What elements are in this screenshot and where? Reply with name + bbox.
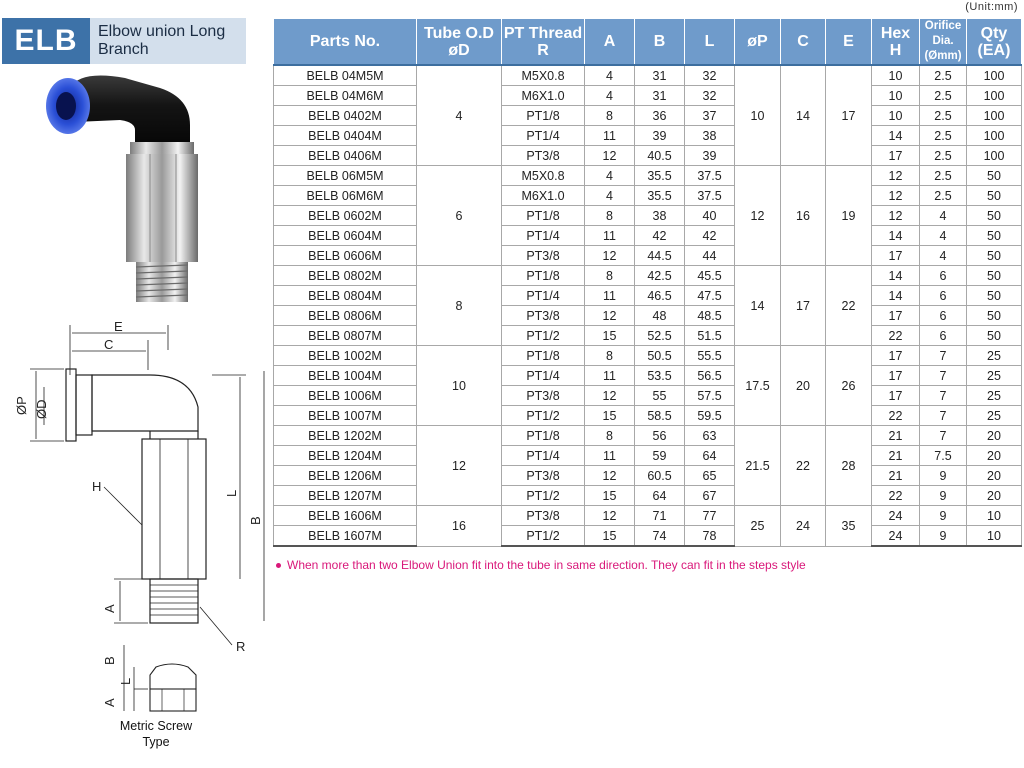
cell-b: 31: [635, 86, 685, 106]
cell-p: 12: [735, 166, 781, 266]
cell-b: 42.5: [635, 266, 685, 286]
col-qty-line1: Qty: [980, 24, 1008, 42]
cell-b: 39: [635, 126, 685, 146]
col-tube-od-line1: Tube O.D: [424, 24, 494, 42]
cell-part-no: BELB 04M6M: [274, 86, 417, 106]
cell-c: 24: [781, 506, 826, 547]
cell-part-no: BELB 04M5M: [274, 65, 417, 86]
cell-hex: 17: [872, 386, 920, 406]
cell-qty: 100: [967, 65, 1022, 86]
cell-c: 17: [781, 266, 826, 346]
cell-hex: 21: [872, 446, 920, 466]
cell-a: 15: [585, 526, 635, 547]
cell-pt-thread: PT3/8: [502, 506, 585, 526]
cell-b: 38: [635, 206, 685, 226]
table-row: [274, 65, 1022, 86]
dim-label-a2: A: [102, 698, 117, 707]
cell-part-no: BELB 1207M: [274, 486, 417, 506]
product-photo: [40, 70, 220, 305]
col-qty-line2: (EA): [977, 41, 1011, 59]
cell-orifice: 7: [920, 366, 967, 386]
cell-qty: 50: [967, 266, 1022, 286]
cell-a: 8: [585, 106, 635, 126]
cell-qty: 20: [967, 446, 1022, 466]
cell-l: 47.5: [685, 286, 735, 306]
cell-orifice: 7: [920, 346, 967, 366]
cell-pt-thread: PT3/8: [502, 146, 585, 166]
cell-c: 16: [781, 166, 826, 266]
cell-qty: 100: [967, 126, 1022, 146]
cell-tube-od: 6: [417, 166, 502, 266]
cell-l: 39: [685, 146, 735, 166]
cell-pt-thread: PT1/8: [502, 266, 585, 286]
cell-part-no: BELB 1004M: [274, 366, 417, 386]
cell-pt-thread: M6X1.0: [502, 186, 585, 206]
cell-pt-thread: PT1/8: [502, 346, 585, 366]
cell-orifice: 2.5: [920, 65, 967, 86]
col-tube-od: [417, 19, 502, 65]
cell-tube-od: 4: [417, 65, 502, 166]
cell-hex: 17: [872, 346, 920, 366]
cell-qty: 50: [967, 226, 1022, 246]
cell-a: 8: [585, 346, 635, 366]
col-tube-od-line2: øD: [448, 41, 470, 59]
cell-part-no: BELB 06M6M: [274, 186, 417, 206]
cell-e: 19: [826, 166, 872, 266]
cell-orifice: 2.5: [920, 166, 967, 186]
cell-part-no: BELB 1002M: [274, 346, 417, 366]
cell-qty: 10: [967, 506, 1022, 526]
col-l: L: [685, 19, 735, 65]
cell-hex: 21: [872, 466, 920, 486]
cell-l: 48.5: [685, 306, 735, 326]
cell-orifice: 2.5: [920, 186, 967, 206]
bullet-icon: [276, 563, 281, 568]
cell-hex: 12: [872, 206, 920, 226]
cell-part-no: BELB 1202M: [274, 426, 417, 446]
cell-pt-thread: PT1/4: [502, 126, 585, 146]
table-row: [274, 326, 1022, 346]
cell-hex: 14: [872, 226, 920, 246]
cell-a: 4: [585, 186, 635, 206]
cell-hex: 22: [872, 486, 920, 506]
cell-pt-thread: PT1/2: [502, 486, 585, 506]
cell-part-no: BELB 0404M: [274, 126, 417, 146]
cell-qty: 100: [967, 86, 1022, 106]
cell-part-no: BELB 1206M: [274, 466, 417, 486]
cell-pt-thread: PT1/4: [502, 446, 585, 466]
cell-hex: 10: [872, 106, 920, 126]
cell-b: 58.5: [635, 406, 685, 426]
cell-a: 12: [585, 306, 635, 326]
cell-b: 53.5: [635, 366, 685, 386]
cell-a: 12: [585, 506, 635, 526]
cell-a: 4: [585, 65, 635, 86]
cell-pt-thread: PT3/8: [502, 386, 585, 406]
cell-a: 11: [585, 446, 635, 466]
cell-l: 38: [685, 126, 735, 146]
cell-hex: 17: [872, 246, 920, 266]
dim-label-r: R: [236, 639, 246, 654]
cell-orifice: 7.5: [920, 446, 967, 466]
cell-part-no: BELB 0606M: [274, 246, 417, 266]
cell-orifice: 4: [920, 246, 967, 266]
product-code: ELB: [2, 18, 90, 64]
col-b: B: [635, 19, 685, 65]
cell-tube-od: 10: [417, 346, 502, 426]
cell-qty: 50: [967, 326, 1022, 346]
cell-part-no: BELB 1006M: [274, 386, 417, 406]
table-row: [274, 346, 1022, 366]
table-row: [274, 406, 1022, 426]
cell-qty: 50: [967, 246, 1022, 266]
cell-pt-thread: M5X0.8: [502, 166, 585, 186]
cell-part-no: BELB 1007M: [274, 406, 417, 426]
table-row: [274, 426, 1022, 446]
cell-a: 4: [585, 166, 635, 186]
cell-l: 45.5: [685, 266, 735, 286]
cell-part-no: BELB 1204M: [274, 446, 417, 466]
col-hex-line2: H: [889, 41, 902, 59]
cell-hex: 14: [872, 266, 920, 286]
cell-l: 40: [685, 206, 735, 226]
cell-pt-thread: PT1/8: [502, 426, 585, 446]
dim-label-c: C: [104, 337, 114, 352]
cell-b: 56: [635, 426, 685, 446]
cell-b: 46.5: [635, 286, 685, 306]
col-pt-thread-line2: R: [537, 41, 549, 59]
cell-a: 11: [585, 126, 635, 146]
cell-l: 44: [685, 246, 735, 266]
technical-drawing: [0, 315, 280, 755]
col-orifice: [920, 19, 967, 65]
cell-pt-thread: PT1/8: [502, 206, 585, 226]
spec-table-body: [274, 65, 1022, 546]
cell-l: 51.5: [685, 326, 735, 346]
cell-l: 63: [685, 426, 735, 446]
cell-l: 64: [685, 446, 735, 466]
cell-orifice: 6: [920, 286, 967, 306]
col-e: E: [826, 19, 872, 65]
cell-orifice: 4: [920, 206, 967, 226]
table-row: [274, 206, 1022, 226]
cell-qty: 10: [967, 526, 1022, 547]
cell-c: 14: [781, 65, 826, 166]
cell-orifice: 4: [920, 226, 967, 246]
cell-l: 37.5: [685, 166, 735, 186]
cell-hex: 21: [872, 426, 920, 446]
table-row: [274, 286, 1022, 306]
unit-label: (Unit:mm): [965, 1, 1018, 13]
cell-orifice: 2.5: [920, 146, 967, 166]
cell-part-no: BELB 0604M: [274, 226, 417, 246]
cell-b: 71: [635, 506, 685, 526]
cell-part-no: BELB 06M5M: [274, 166, 417, 186]
cell-e: 35: [826, 506, 872, 547]
cell-qty: 100: [967, 146, 1022, 166]
cell-p: 14: [735, 266, 781, 346]
cell-pt-thread: PT1/4: [502, 286, 585, 306]
cell-a: 15: [585, 406, 635, 426]
cell-qty: 25: [967, 406, 1022, 426]
cell-hex: 10: [872, 65, 920, 86]
dim-label-p: ØP: [14, 396, 29, 415]
table-row: [274, 506, 1022, 526]
cell-c: 20: [781, 346, 826, 426]
cell-b: 64: [635, 486, 685, 506]
cell-l: 56.5: [685, 366, 735, 386]
cell-orifice: 2.5: [920, 126, 967, 146]
cell-hex: 14: [872, 126, 920, 146]
col-orifice-line1: Orifice Dia.: [924, 20, 962, 47]
cell-qty: 25: [967, 386, 1022, 406]
caption-line-2: Type: [142, 735, 170, 749]
cell-a: 12: [585, 466, 635, 486]
cell-orifice: 9: [920, 526, 967, 547]
cell-pt-thread: PT1/2: [502, 526, 585, 547]
dim-label-a: A: [102, 604, 117, 613]
cell-pt-thread: M6X1.0: [502, 86, 585, 106]
cell-orifice: 9: [920, 506, 967, 526]
cell-tube-od: 12: [417, 426, 502, 506]
cell-qty: 50: [967, 186, 1022, 206]
table-row: [274, 246, 1022, 266]
footnote-text: When more than two Elbow Union fit into the tube in same direction. They can fit in the steps style: [287, 558, 806, 572]
cell-l: 65: [685, 466, 735, 486]
table-row: [274, 486, 1022, 506]
cell-part-no: BELB 0807M: [274, 326, 417, 346]
col-pt-thread-line1: PT Thread: [503, 24, 583, 42]
cell-b: 40.5: [635, 146, 685, 166]
col-orifice-line2: (Ømm): [924, 50, 962, 62]
cell-l: 55.5: [685, 346, 735, 366]
cell-b: 52.5: [635, 326, 685, 346]
cell-pt-thread: PT1/8: [502, 106, 585, 126]
cell-qty: 20: [967, 486, 1022, 506]
cell-l: 78: [685, 526, 735, 547]
cell-l: 77: [685, 506, 735, 526]
cell-a: 4: [585, 86, 635, 106]
cell-qty: 50: [967, 206, 1022, 226]
cell-orifice: 6: [920, 326, 967, 346]
cell-p: 21.5: [735, 426, 781, 506]
dim-label-l2: L: [118, 677, 133, 685]
cell-hex: 12: [872, 186, 920, 206]
cell-pt-thread: PT3/8: [502, 306, 585, 326]
table-row: [274, 386, 1022, 406]
cell-hex: 24: [872, 526, 920, 547]
cell-qty: 20: [967, 466, 1022, 486]
cell-b: 36: [635, 106, 685, 126]
cell-p: 25: [735, 506, 781, 547]
cell-orifice: 7: [920, 426, 967, 446]
cell-orifice: 9: [920, 466, 967, 486]
cell-l: 37.5: [685, 186, 735, 206]
cell-hex: 22: [872, 406, 920, 426]
cell-part-no: BELB 0602M: [274, 206, 417, 226]
cell-hex: 24: [872, 506, 920, 526]
cell-a: 12: [585, 246, 635, 266]
cell-a: 8: [585, 426, 635, 446]
cell-qty: 50: [967, 306, 1022, 326]
cell-pt-thread: PT1/4: [502, 226, 585, 246]
cell-tube-od: 8: [417, 266, 502, 346]
product-name: Elbow union Long Branch: [90, 18, 246, 64]
cell-e: 17: [826, 65, 872, 166]
cell-part-no: BELB 0804M: [274, 286, 417, 306]
cell-l: 67: [685, 486, 735, 506]
cell-pt-thread: M5X0.8: [502, 65, 585, 86]
cell-e: 22: [826, 266, 872, 346]
cell-p: 10: [735, 65, 781, 166]
cell-part-no: BELB 0802M: [274, 266, 417, 286]
cell-b: 50.5: [635, 346, 685, 366]
cell-b: 60.5: [635, 466, 685, 486]
col-part-no: Parts No.: [274, 19, 417, 65]
cell-b: 44.5: [635, 246, 685, 266]
cell-pt-thread: PT1/2: [502, 406, 585, 426]
cell-pt-thread: PT3/8: [502, 466, 585, 486]
cell-qty: 25: [967, 346, 1022, 366]
table-row: [274, 166, 1022, 186]
table-row: [274, 226, 1022, 246]
cell-a: 8: [585, 206, 635, 226]
table-row: [274, 366, 1022, 386]
dim-label-b2: B: [102, 656, 117, 665]
col-pt-thread: [502, 19, 585, 65]
dim-label-b: B: [248, 516, 263, 525]
cell-hex: 14: [872, 286, 920, 306]
cell-l: 59.5: [685, 406, 735, 426]
spec-table: [273, 19, 1022, 547]
cell-c: 22: [781, 426, 826, 506]
cell-b: 42: [635, 226, 685, 246]
cell-part-no: BELB 1607M: [274, 526, 417, 547]
cell-a: 8: [585, 266, 635, 286]
cell-orifice: 2.5: [920, 86, 967, 106]
product-badge: [2, 18, 246, 64]
col-hex: [872, 19, 920, 65]
cell-b: 35.5: [635, 186, 685, 206]
cell-a: 12: [585, 146, 635, 166]
cell-orifice: 6: [920, 306, 967, 326]
cell-p: 17.5: [735, 346, 781, 426]
cell-e: 26: [826, 346, 872, 426]
cell-b: 59: [635, 446, 685, 466]
cell-pt-thread: PT1/4: [502, 366, 585, 386]
cell-hex: 17: [872, 146, 920, 166]
metric-screw-caption: [96, 718, 216, 750]
dim-label-h: H: [92, 479, 102, 494]
table-row: [274, 106, 1022, 126]
col-p: øP: [735, 19, 781, 65]
cell-b: 55: [635, 386, 685, 406]
cell-b: 31: [635, 65, 685, 86]
cell-b: 35.5: [635, 166, 685, 186]
cell-l: 57.5: [685, 386, 735, 406]
cell-hex: 10: [872, 86, 920, 106]
table-row: [274, 86, 1022, 106]
table-row: [274, 466, 1022, 486]
footnote: [276, 558, 806, 572]
cell-part-no: BELB 0406M: [274, 146, 417, 166]
cell-part-no: BELB 0402M: [274, 106, 417, 126]
cell-a: 15: [585, 486, 635, 506]
cell-a: 11: [585, 286, 635, 306]
cell-l: 32: [685, 65, 735, 86]
col-a: A: [585, 19, 635, 65]
cell-pt-thread: PT1/2: [502, 326, 585, 346]
table-header-row: [274, 19, 1022, 65]
table-row: [274, 526, 1022, 547]
cell-part-no: BELB 1606M: [274, 506, 417, 526]
cell-qty: 50: [967, 166, 1022, 186]
cell-hex: 22: [872, 326, 920, 346]
cell-orifice: 6: [920, 266, 967, 286]
cell-pt-thread: PT3/8: [502, 246, 585, 266]
dim-label-e: E: [114, 319, 123, 334]
cell-b: 74: [635, 526, 685, 547]
col-qty: [967, 19, 1022, 65]
cell-hex: 17: [872, 366, 920, 386]
table-row: [274, 446, 1022, 466]
cell-qty: 100: [967, 106, 1022, 126]
cell-part-no: BELB 0806M: [274, 306, 417, 326]
table-row: [274, 266, 1022, 286]
dim-label-l: L: [224, 489, 239, 497]
cell-qty: 20: [967, 426, 1022, 446]
cell-l: 37: [685, 106, 735, 126]
table-row: [274, 306, 1022, 326]
cell-hex: 17: [872, 306, 920, 326]
cell-e: 28: [826, 426, 872, 506]
caption-line-1: Metric Screw: [119, 719, 193, 733]
cell-a: 15: [585, 326, 635, 346]
cell-l: 32: [685, 86, 735, 106]
cell-orifice: 7: [920, 406, 967, 426]
col-c: C: [781, 19, 826, 65]
cell-qty: 25: [967, 366, 1022, 386]
cell-a: 12: [585, 386, 635, 406]
cell-orifice: 9: [920, 486, 967, 506]
cell-a: 11: [585, 226, 635, 246]
table-row: [274, 146, 1022, 166]
cell-hex: 12: [872, 166, 920, 186]
cell-orifice: 2.5: [920, 106, 967, 126]
table-row: [274, 186, 1022, 206]
cell-l: 42: [685, 226, 735, 246]
cell-qty: 50: [967, 286, 1022, 306]
cell-tube-od: 16: [417, 506, 502, 547]
dim-label-d: ØD: [34, 399, 49, 419]
cell-orifice: 7: [920, 386, 967, 406]
cell-b: 48: [635, 306, 685, 326]
cell-a: 11: [585, 366, 635, 386]
col-hex-line1: Hex: [880, 24, 911, 42]
table-row: [274, 126, 1022, 146]
